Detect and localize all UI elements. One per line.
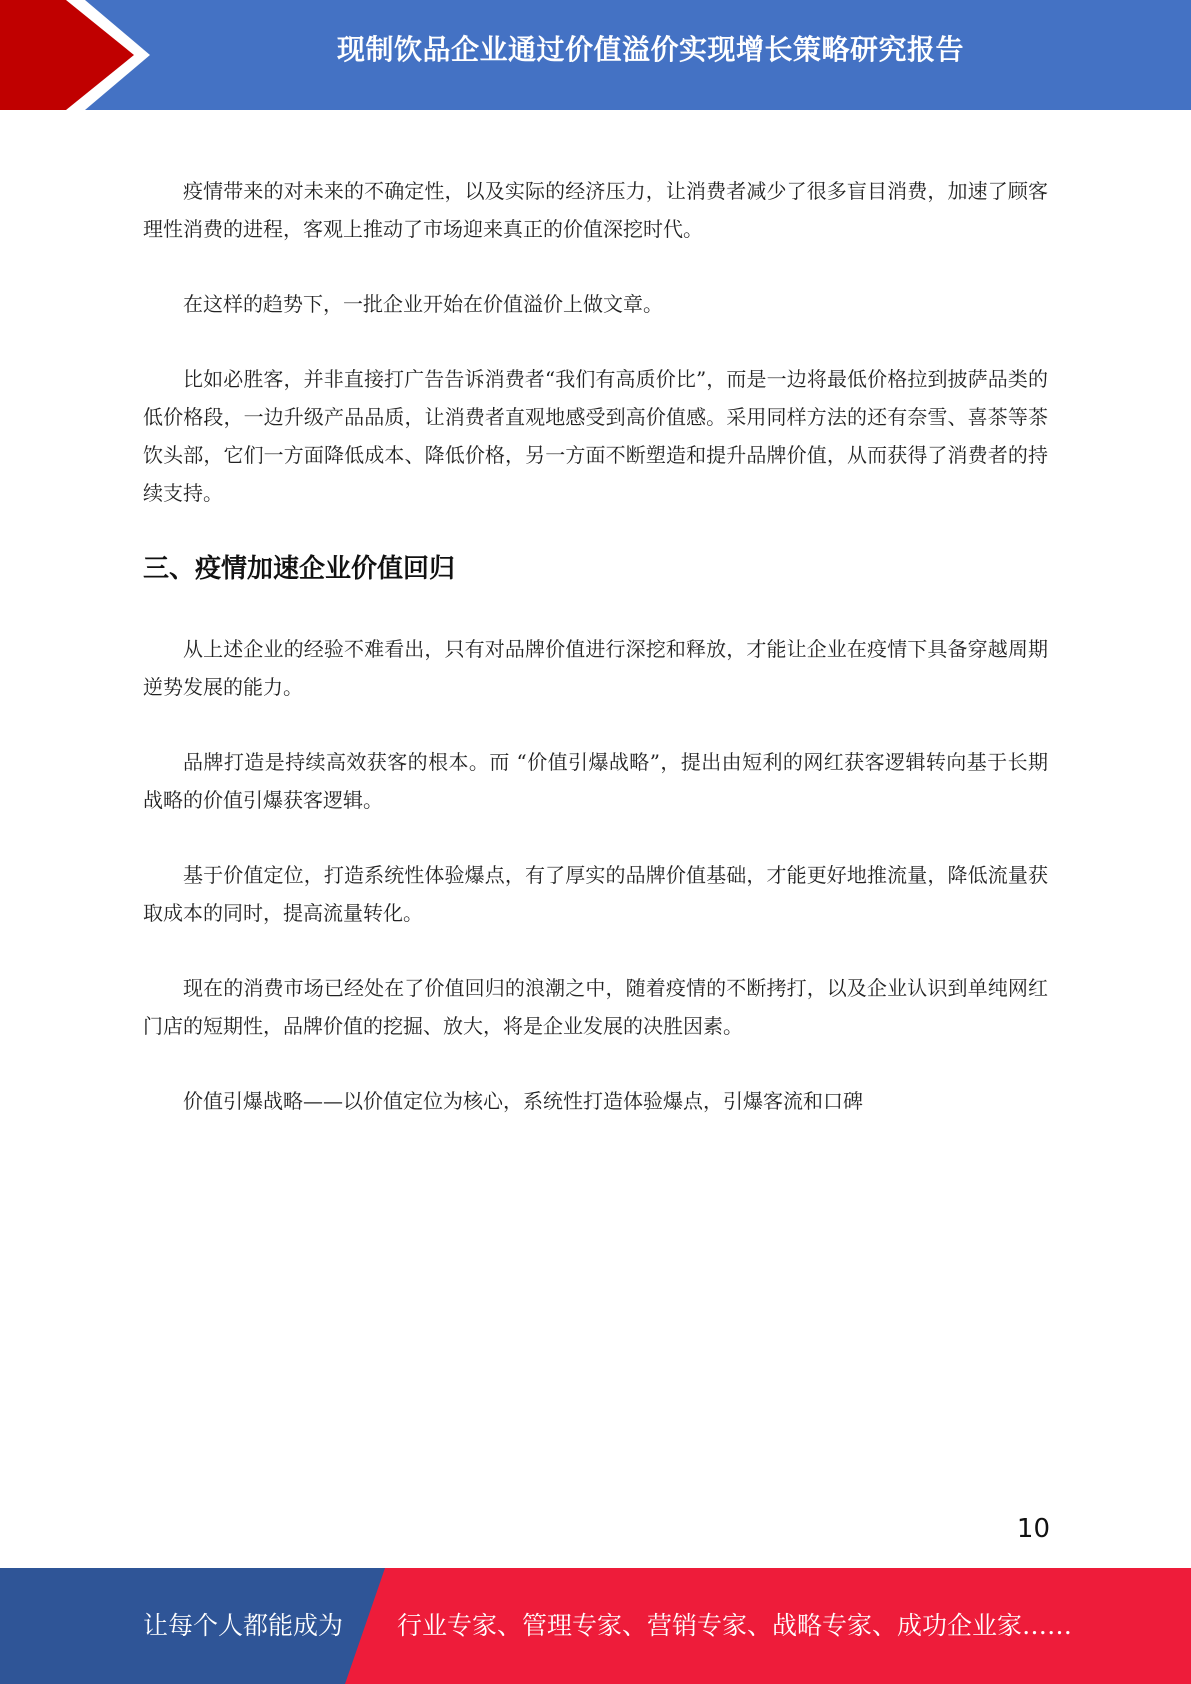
page-footer (0, 1568, 1191, 1684)
body-paragraph: 从上述企业的经验不难看出，只有对品牌价值进行深挖和释放，才能让企业在疫情下具备穿越周期逆势发展的能力。 (143, 637, 1048, 699)
body-paragraph: 基于价值定位，打造系统性体验爆点，有了厚实的品牌价值基础，才能更好地推流量，降低流量获取成本的同时，提高流量转化。 (143, 863, 1048, 925)
body-paragraph: 品牌打造是持续高效获客的根本。而 “价值引爆战略”，提出由短利的网红获客逻辑转向基于长期战略的价值引爆获客逻辑。 (143, 750, 1048, 812)
body-paragraph: 比如必胜客，并非直接打广告告诉消费者“我们有高质价比”，而是一边将最低价格拉到披萨品类的低价格段，一边升级产品品质，让消费者直观地感受到高价值感。采用同样方法的还有奈雪、喜茶等茶饮头部，它们一方面降低成本、降低价格，另一方面不断塑造和提升品牌价值，从而获得了消费者的持续支持。 (143, 367, 1048, 505)
page-header (0, 0, 1191, 110)
header-chevron-red (0, 0, 134, 110)
section-heading: 三、疫情加速企业价值回归 (143, 554, 456, 584)
footer-slogan-left: 让每个人都能成为 (143, 1611, 344, 1640)
body-paragraph: 在这样的趋势下，一批企业开始在价值溢价上做文章。 (183, 292, 663, 316)
body-paragraph: 价值引爆战略——以价值定位为核心，系统性打造体验爆点，引爆客流和口碑 (183, 1089, 863, 1113)
body-paragraph: 疫情带来的对未来的不确定性，以及实际的经济压力，让消费者减少了很多盲目消费，加速了顾客理性消费的进程，客观上推动了市场迎来真正的价值深挖时代。 (143, 179, 1048, 241)
footer-slogan-right: 行业专家、管理专家、营销专家、战略专家、成功企业家…… (397, 1611, 1073, 1640)
report-title: 现制饮品企业通过价值溢价实现增长策略研究报告 (336, 33, 964, 66)
body-paragraph: 现在的消费市场已经处在了价值回归的浪潮之中，随着疫情的不断拷打，以及企业认识到单纯网红门店的短期性，品牌价值的挖掘、放大，将是企业发展的决胜因素。 (143, 976, 1048, 1038)
page-body (143, 172, 1048, 1157)
page-number: 10 (1016, 1514, 1050, 1544)
